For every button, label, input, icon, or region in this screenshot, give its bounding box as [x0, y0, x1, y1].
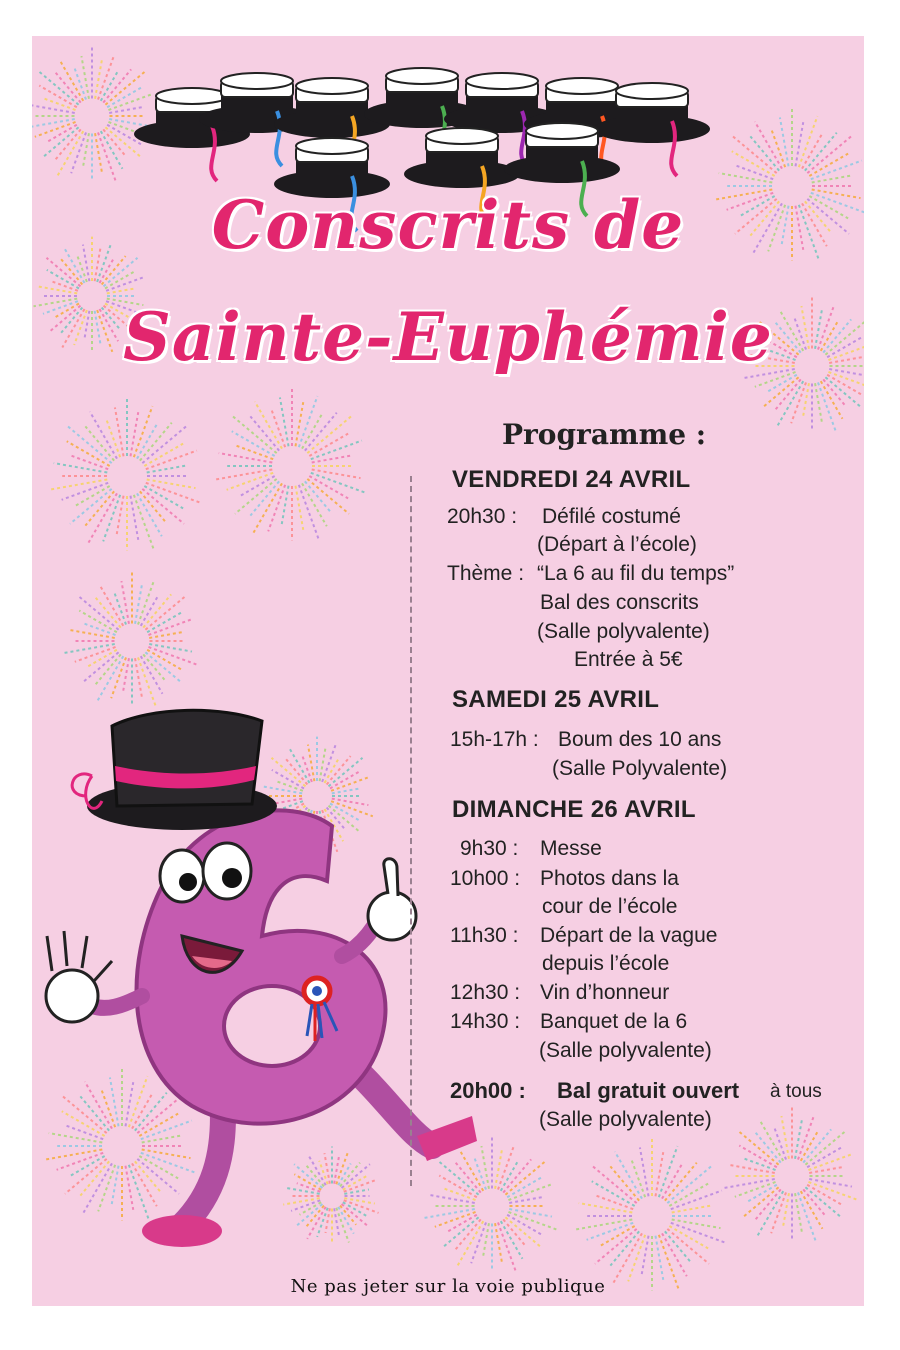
day-heading-sunday: DIMANCHE 26 AVRIL [452, 796, 696, 823]
event-time: 11h30 : [450, 924, 519, 947]
event-time: 12h30 : [450, 981, 521, 1004]
event-line: Défilé costumé [542, 505, 681, 528]
firework-burst [32, 47, 157, 181]
event-time: 9h30 : [460, 837, 519, 860]
poster-title-line-1: Conscrits de [211, 186, 685, 264]
event-time: 10h00 : [450, 867, 521, 890]
program-heading: Programme : [502, 418, 707, 451]
divider [410, 476, 412, 1186]
poster-title-line-2: Sainte-Euphémie [123, 298, 773, 376]
event-line: (Salle Polyvalente) [552, 757, 728, 780]
event-line: Entrée à 5€ [574, 648, 683, 671]
event-line: Départ de la vague [540, 924, 718, 947]
event-line: à tous [770, 1081, 822, 1102]
poster [32, 36, 864, 1306]
event-time: Thème : [447, 562, 525, 585]
firework-burst [574, 1137, 726, 1291]
firework-burst [724, 1107, 857, 1241]
event-line: (Salle polyvalente) [539, 1108, 712, 1131]
firework-burst [64, 572, 197, 706]
firework-burst [424, 1137, 557, 1271]
event-line: Banquet de la 6 [540, 1010, 688, 1033]
event-line: Vin d’honneur [540, 981, 670, 1004]
event-line: Messe [540, 837, 602, 860]
event-time: 14h30 : [450, 1010, 521, 1033]
event-line: cour de l’école [542, 895, 678, 918]
day-heading-friday: VENDREDI 24 AVRIL [452, 466, 691, 493]
mascot-six-illustration [46, 710, 477, 1247]
day-heading-saturday: SAMEDI 25 AVRIL [452, 686, 660, 713]
event-line: Photos dans la [540, 867, 679, 890]
event-line: “La 6 au fil du temps” [537, 562, 735, 585]
event-line: (Salle polyvalente) [537, 620, 710, 643]
event-line: Boum des 10 ans [558, 728, 722, 751]
firework-burst [49, 397, 201, 551]
event-line: depuis l’école [542, 952, 670, 975]
event-time: 20h00 : [450, 1078, 526, 1103]
footer-notice: Ne pas jeter sur la voie publique [290, 1276, 606, 1297]
firework-burst [214, 387, 366, 541]
event-line: Bal des conscrits [540, 591, 699, 614]
event-line: (Salle polyvalente) [539, 1039, 712, 1062]
event-time: 15h-17h : [450, 728, 539, 751]
firework-burst [283, 1147, 378, 1243]
event-time: 20h30 : [447, 505, 518, 528]
event-line: Bal gratuit ouvert [557, 1078, 740, 1103]
event-line: (Départ à l’école) [537, 533, 697, 556]
